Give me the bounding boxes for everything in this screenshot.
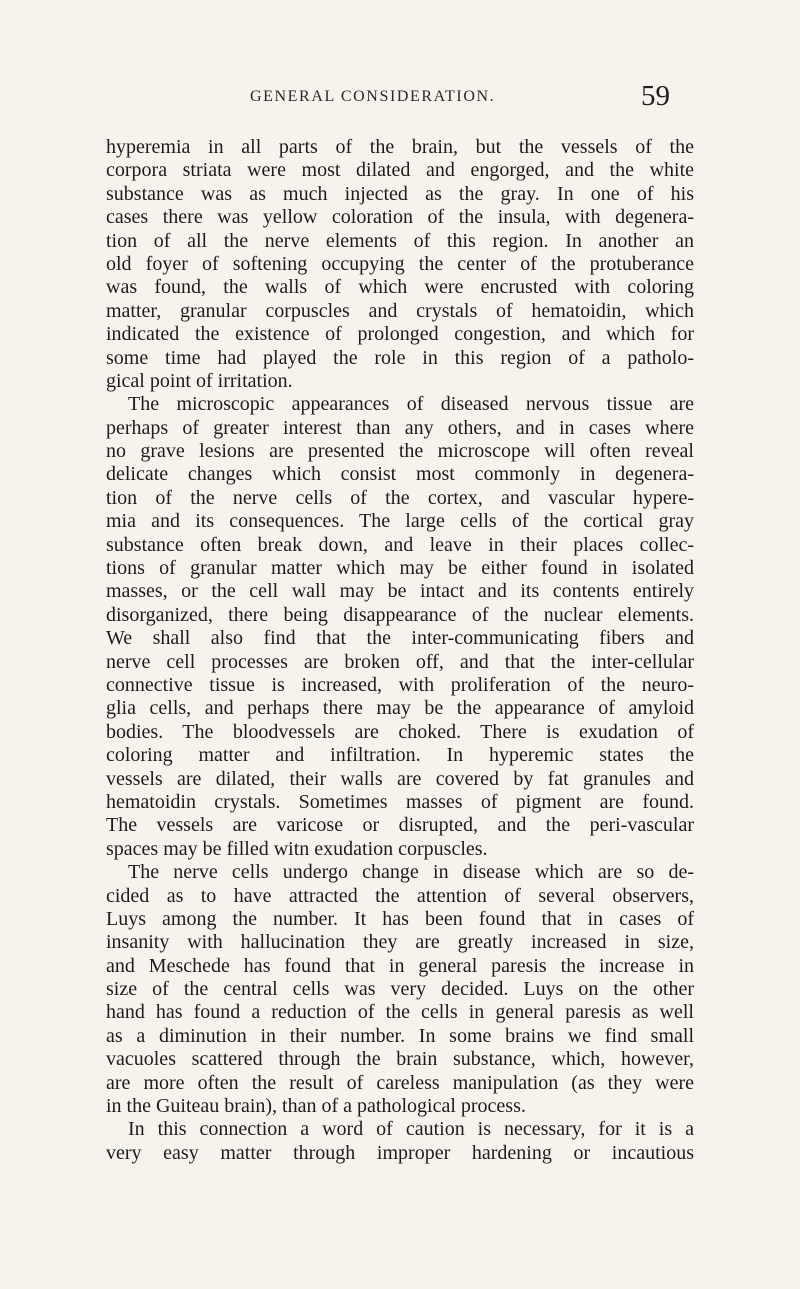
body-text <box>106 136 694 1165</box>
text-line: corpora striata were most dilated and engorged, and the white <box>106 159 694 182</box>
text-line: vacuoles scattered through the brain substance, which, however, <box>106 1048 694 1071</box>
text-line: Luys among the number. It has been found that in cases of <box>106 907 694 930</box>
text-line: tions of granular matter which may be either found in isolated <box>106 557 694 580</box>
text-line: delicate changes which consist most commonly in degenera- <box>106 463 694 486</box>
text-line: The vessels are varicose or disrupted, and the peri-vascular <box>106 814 694 837</box>
text-line: bodies. The bloodvessels are choked. There is exudation of <box>106 720 694 743</box>
text-line: and Meschede has found that in general paresis the increase in <box>106 954 694 977</box>
text-line: mia and its consequences. The large cells of the cortical gray <box>106 510 694 533</box>
text-line: The microscopic appearances of diseased nervous tissue are <box>128 393 694 416</box>
text-line: substance was as much injected as the gray. In one of his <box>106 182 694 205</box>
text-line: insanity with hallucination they are greatly increased in size, <box>106 931 694 954</box>
text-line: cided as to have attracted the attention of several observers, <box>106 884 694 907</box>
text-line: hematoidin crystals. Sometimes masses of pigment are found. <box>106 790 694 813</box>
text-line: are more often the result of careless manipulation (as they were <box>106 1071 694 1094</box>
running-head <box>150 80 670 116</box>
text-line: glia cells, and perhaps there may be the appearance of amyloid <box>106 697 694 720</box>
text-line: size of the central cells was very decided. Luys on the other <box>106 978 694 1001</box>
text-line: masses, or the cell wall may be intact and its contents entirely <box>106 580 694 603</box>
text-line: perhaps of greater interest than any others, and in cases where <box>106 416 694 439</box>
text-line: tion of the nerve cells of the cortex, and vascular hypere- <box>106 486 694 509</box>
text-line: gical point of irritation. <box>106 369 293 392</box>
text-line: The nerve cells undergo change in disease which are so de- <box>128 861 694 884</box>
page-number: 59 <box>641 80 670 112</box>
text-line: in the Guiteau brain), than of a pathological process. <box>106 1095 526 1118</box>
text-line: was found, the walls of which were encrusted with coloring <box>106 276 694 299</box>
text-line: old foyer of softening occupying the center of the protuberance <box>106 252 694 275</box>
text-line: very easy matter through improper hardening or incautious <box>106 1141 694 1164</box>
text-line: disorganized, there being disappearance of the nuclear elements. <box>106 603 694 626</box>
running-title: GENERAL CONSIDERATION. <box>250 88 496 105</box>
text-line: indicated the existence of prolonged congestion, and which for <box>106 323 694 346</box>
text-line: as a diminution in their number. In some brains we find small <box>106 1024 694 1047</box>
text-line: hand has found a reduction of the cells in general paresis as well <box>106 1001 694 1024</box>
text-line: connective tissue is increased, with proliferation of the neuro- <box>106 673 694 696</box>
text-line: We shall also find that the inter-communicating fibers and <box>106 627 694 650</box>
text-line: hyperemia in all parts of the brain, but the vessels of the <box>106 136 694 158</box>
text-line: substance often break down, and leave in their places collec- <box>106 533 694 556</box>
text-line: cases there was yellow coloration of the insula, with degenera- <box>106 206 694 229</box>
text-line: spaces may be filled witn exudation corpuscles. <box>106 837 488 860</box>
text-line: no grave lesions are presented the microscope will often reveal <box>106 440 694 463</box>
text-line: coloring matter and infiltration. In hyperemic states the <box>106 744 694 767</box>
text-line: nerve cell processes are broken off, and that the inter-cellular <box>106 650 694 673</box>
text-line: matter, granular corpuscles and crystals of hematoidin, which <box>106 299 694 322</box>
text-line: vessels are dilated, their walls are covered by fat granules and <box>106 767 694 790</box>
text-line: tion of all the nerve elements of this region. In another an <box>106 229 694 252</box>
text-line: some time had played the role in this region of a patholo- <box>106 346 694 369</box>
text-line: In this connection a word of caution is necessary, for it is a <box>128 1118 694 1141</box>
